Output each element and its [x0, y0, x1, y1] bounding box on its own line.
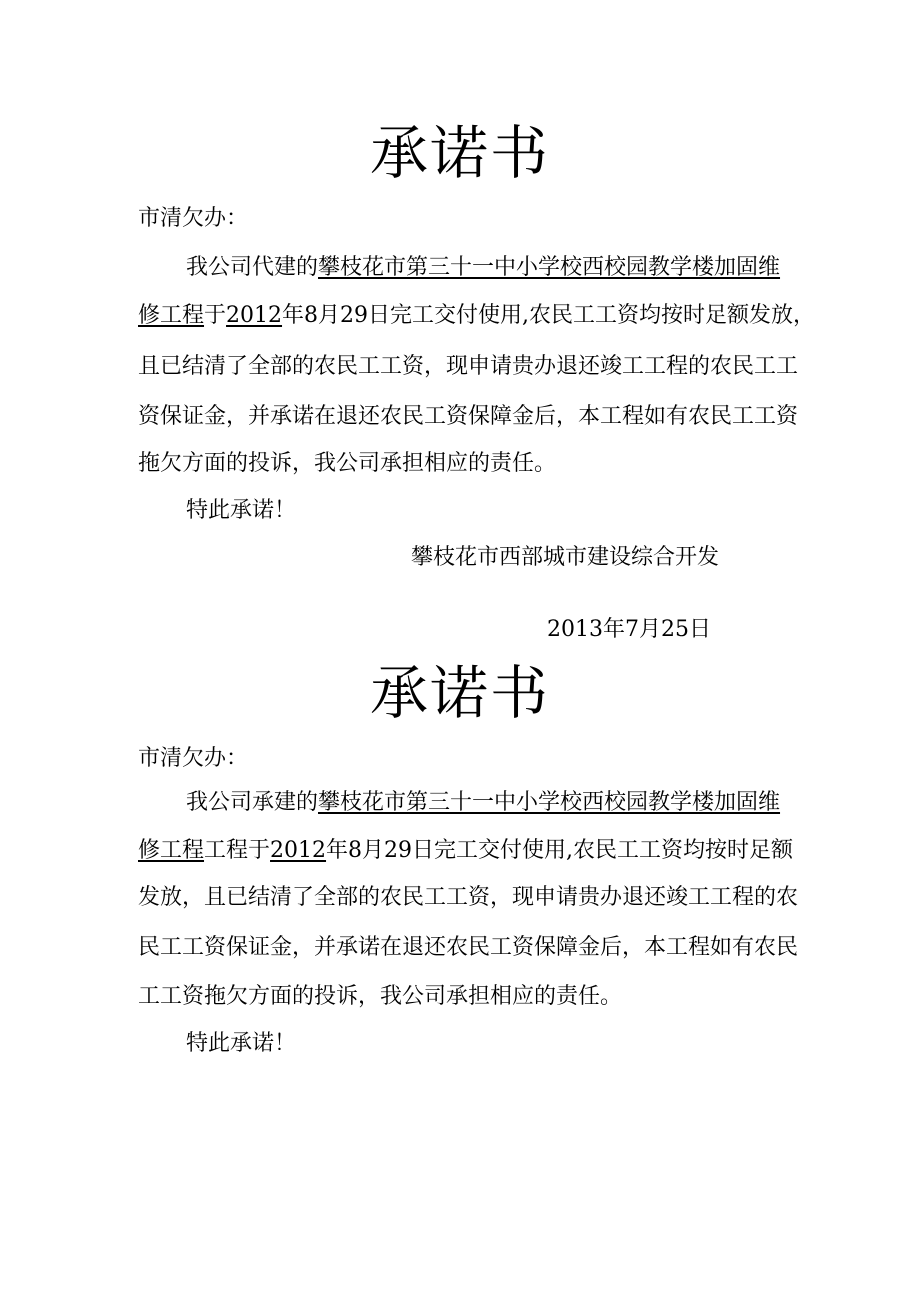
letter2-title: 承诺书	[369, 659, 550, 727]
text-span: 我公司代建的	[186, 255, 319, 280]
letter1-body-line-2	[138, 301, 816, 331]
letter1-body-line-1	[186, 253, 846, 283]
letter1-body-line-3: 且已结清了全部的农民工工资，现申请贵办退还竣工工程的农民工工	[138, 354, 799, 379]
letter2-salutation: 市清欠办：	[138, 746, 249, 771]
letter1-body-line-4: 资保证金，并承诺在退还农民工资保障金后，本工程如有农民工工资	[138, 404, 799, 429]
project-name-underlined: 攀枝花市第三十一中小学校西校园教学楼加固维	[318, 790, 781, 815]
letter2-body-line-1	[186, 788, 846, 818]
project-name-underlined: 修工程	[138, 838, 205, 863]
letter2-body-line-2	[138, 836, 798, 866]
year-underlined: 2012	[226, 303, 283, 328]
letter1-title: 承诺书	[369, 119, 550, 187]
letter2-closing: 特此承诺！	[186, 1031, 297, 1056]
letter1-closing: 特此承诺！	[186, 498, 297, 523]
project-name-underlined: 攀枝花市第三十一中小学校西校园教学楼加固维	[318, 255, 781, 280]
text-span: 于	[204, 303, 227, 328]
letter2-body-line-4: 民工工资保证金，并承诺在退还农民工资保障金后，本工程如有农民	[138, 935, 799, 960]
text-span: 我公司承建的	[186, 790, 319, 815]
letter2-body-line-5: 工工资拖欠方面的投诉，我公司承担相应的责任。	[138, 984, 623, 1009]
letter1-date: 2013年7月25日	[547, 617, 711, 642]
letter1-company: 攀枝花市西部城市建设综合开发	[411, 545, 720, 570]
letter2-body-line-3: 发放，且已结清了全部的农民工工资，现申请贵办退还竣工工程的农	[138, 885, 799, 910]
text-span: 年8月29日完工交付使用,农民工工资均按时足额发放，	[282, 303, 816, 328]
text-span: 工程于	[204, 838, 271, 863]
text-span: 年8月29日完工交付使用,农民工工资均按时足额	[326, 838, 794, 863]
letter1-body-line-5: 拖欠方面的投诉，我公司承担相应的责任。	[138, 451, 557, 476]
year-underlined: 2012	[270, 838, 327, 863]
project-name-underlined: 修工程	[138, 303, 205, 328]
letter1-salutation: 市清欠办：	[138, 206, 249, 231]
